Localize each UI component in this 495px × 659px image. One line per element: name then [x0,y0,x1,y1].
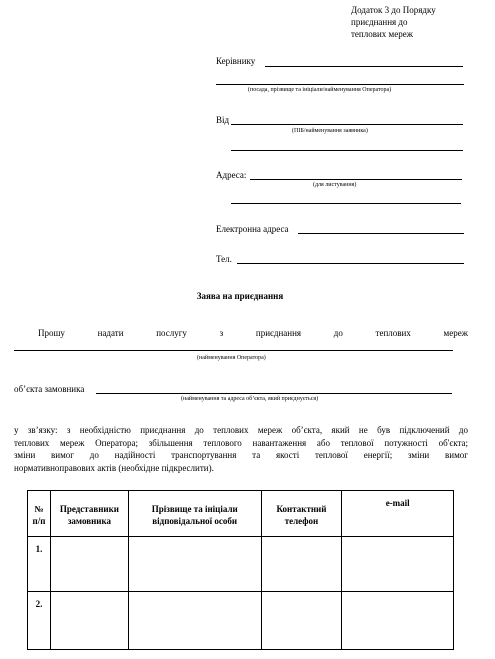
from-line-2[interactable] [231,150,463,151]
from-label: Від [216,115,230,125]
request-word: мереж [443,328,468,338]
header-representatives: Представники замовника [50,491,128,537]
header-number: № п/п [28,491,51,537]
director-hint: (посада, прізвище та ініціали/найменування Оператора) [248,87,392,93]
request-word: Прошу [38,328,65,338]
address-label: Адреса: [216,170,247,180]
email-line[interactable] [298,233,464,234]
address-line[interactable] [250,179,462,180]
header-responsible-person: Прізвище та ініціали відповідальної особи [128,491,261,537]
address-line-2[interactable] [231,203,461,204]
request-line [38,328,468,338]
phone-label: Тел. [216,254,232,264]
reason-paragraph [14,424,468,474]
reason-line-3: зміни вимог до надійності транспортування та якості теплової енергії; зміни вимог [14,450,468,460]
table-row [28,592,454,650]
operator-hint: (найменування Оператора) [197,355,266,361]
table-cell[interactable] [261,537,342,592]
appendix-line-1: Додаток 3 до Порядку [351,5,436,15]
table-cell[interactable] [128,592,261,650]
table-cell[interactable] [342,537,454,592]
row-number: 1. [28,537,51,592]
operator-line[interactable] [14,350,453,351]
table-cell[interactable] [342,592,454,650]
header-phone: Контактний телефон [261,491,342,537]
email-label: Електронна адреса [216,224,289,234]
table-cell[interactable] [128,537,261,592]
request-word: до [333,328,343,338]
address-hint: (для листування) [313,182,357,188]
from-line[interactable] [231,124,463,125]
object-hint: (найменування та адреса об’єкта, який приєднується) [181,396,319,402]
table-cell[interactable] [261,592,342,650]
object-line[interactable] [96,393,452,394]
request-word: з [219,328,224,338]
from-hint: (ПІБ/найменування заявника) [292,128,368,134]
director-line-2[interactable] [216,84,464,85]
reason-line-2: теплових мереж Оператора; збільшення теплового навантаження або теплової потужності об'єкта; [14,437,468,448]
appendix-line-2: приєднання до [351,17,408,27]
table-cell[interactable] [50,592,128,650]
request-word: приєднання [255,328,302,338]
object-label: об’єкта замовника [14,384,85,394]
phone-line[interactable] [237,263,464,264]
row-number: 2. [28,592,51,650]
director-line[interactable] [265,66,463,67]
reason-line-4: нормативноправових актів (необхідне підкреслити). [14,462,214,473]
reason-line-1: у зв’язку: з необхідністю приєднання до теплових мереж об’єкта, який не був підключений до [14,425,468,435]
table-row [28,537,454,592]
document-title: Заява на приєднання [196,291,284,301]
request-word: послугу [156,328,187,338]
table-cell[interactable] [50,537,128,592]
appendix-note [351,4,436,40]
contacts-table [27,490,454,650]
request-word: надати [97,328,124,338]
header-email: e-mail [342,491,454,537]
appendix-line-3: теплових мереж [351,29,413,39]
director-label: Керівнику [216,56,256,66]
request-word: теплових [375,328,411,338]
table-header-row [28,491,454,537]
